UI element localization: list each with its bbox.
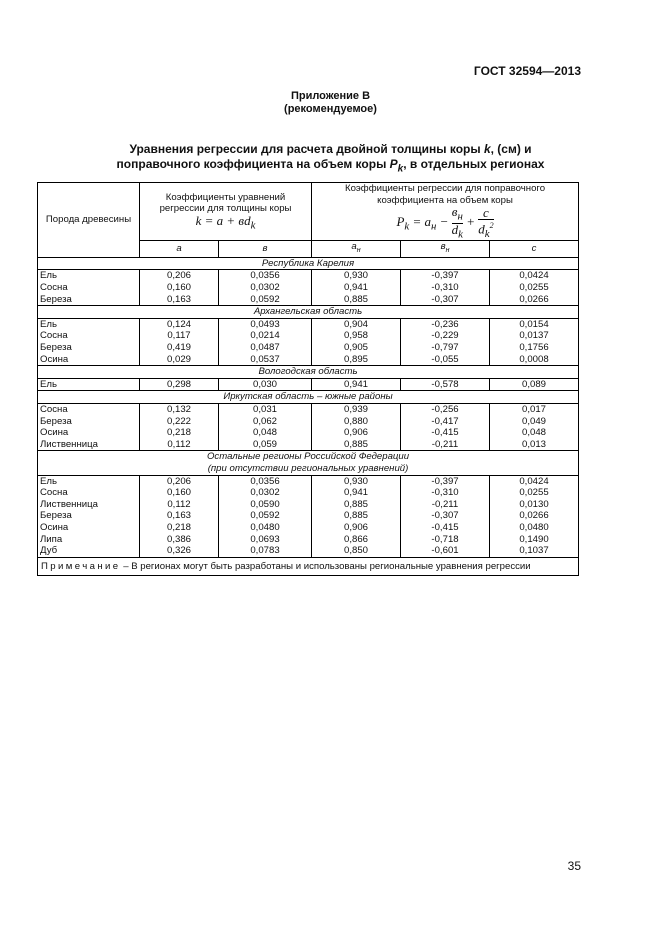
value-cell: 0,419 (140, 342, 219, 354)
value-cell: 0,059 (219, 439, 312, 451)
value-cell: 0,904 (312, 318, 401, 330)
species-cell: Лиственница (38, 439, 140, 451)
value-cell: 0,930 (312, 270, 401, 282)
header-species: Порода древесины (38, 183, 140, 258)
value-cell: -0,797 (401, 342, 490, 354)
value-cell: 0,0592 (219, 510, 312, 522)
value-cell: 0,029 (140, 354, 219, 366)
region-header (38, 257, 579, 270)
value-cell: 0,124 (140, 318, 219, 330)
value-cell: 0,386 (140, 534, 219, 546)
value-cell: 0,939 (312, 404, 401, 416)
value-cell: 0,0537 (219, 354, 312, 366)
title-line-1: Уравнения регрессии для расчета двойной толщины коры k, (см) и (129, 142, 532, 156)
header-volume-group: Коэффициенты регрессии для поправочного коэффициента на объем коры $P_k = a_н$ − $\frac{в_н}{d_k}$ + $\frac{c}{d_k^2}$ (312, 183, 579, 241)
species-cell: Сосна (38, 487, 140, 499)
table-row (38, 270, 579, 282)
formula-thickness: $k = a + вd_k$ (195, 212, 256, 232)
value-cell: 0,0356 (219, 475, 312, 487)
value-cell: 0,895 (312, 354, 401, 366)
value-cell: 0,0424 (490, 270, 579, 282)
header-thickness-group: Коэффициенты уравнений регрессии для толщины коры $k = a + вd_k$ (140, 183, 312, 241)
value-cell: 0,1490 (490, 534, 579, 546)
value-cell: 0,062 (219, 416, 312, 428)
region-name: Остальные регионы Российской Федерации (206, 451, 410, 463)
table-row (38, 427, 579, 439)
value-cell: -0,307 (401, 294, 490, 306)
value-cell: 0,206 (140, 475, 219, 487)
value-cell: 0,0302 (219, 282, 312, 294)
region-header (38, 306, 579, 319)
table-row (38, 378, 579, 391)
value-cell: 0,163 (140, 294, 219, 306)
value-cell: 0,0487 (219, 342, 312, 354)
value-cell: 0,326 (140, 545, 219, 557)
value-cell: 0,206 (140, 270, 219, 282)
value-cell: 0,0693 (219, 534, 312, 546)
table-row (38, 475, 579, 487)
value-cell: 0,906 (312, 427, 401, 439)
value-cell: 0,941 (312, 378, 401, 391)
species-cell: Береза (38, 416, 140, 428)
species-cell: Сосна (38, 330, 140, 342)
value-cell: 0,0480 (219, 522, 312, 534)
value-cell: 0,1756 (490, 342, 579, 354)
species-cell: Осина (38, 522, 140, 534)
species-cell: Береза (38, 294, 140, 306)
value-cell: -0,415 (401, 427, 490, 439)
value-cell: 0,941 (312, 487, 401, 499)
value-cell: 0,905 (312, 342, 401, 354)
value-cell: 0,298 (140, 378, 219, 391)
value-cell: 0,031 (219, 404, 312, 416)
subheader-col-2: в (219, 241, 312, 258)
region-header (38, 366, 579, 379)
value-cell: 0,0008 (490, 354, 579, 366)
value-cell: 0,132 (140, 404, 219, 416)
value-cell: 0,218 (140, 427, 219, 439)
value-cell: 0,0154 (490, 318, 579, 330)
annex-status: (рекомендуемое) (284, 103, 377, 115)
species-cell: Сосна (38, 282, 140, 294)
page-number: 35 (567, 859, 581, 873)
value-cell: -0,417 (401, 416, 490, 428)
title-line-2: поправочного коэффициента на объем коры $P_k$, в отдельных регионах (116, 157, 545, 175)
table-row (38, 499, 579, 511)
species-cell: Лиственница (38, 499, 140, 511)
value-cell: 0,160 (140, 487, 219, 499)
value-cell: 0,0266 (490, 294, 579, 306)
value-cell: -0,211 (401, 439, 490, 451)
value-cell: 0,013 (490, 439, 579, 451)
table-row (38, 416, 579, 428)
table-row (38, 487, 579, 499)
species-cell: Осина (38, 354, 140, 366)
value-cell: 0,030 (219, 378, 312, 391)
region-name: Республика Карелия (261, 257, 355, 269)
value-cell: 0,0592 (219, 294, 312, 306)
table-row (38, 294, 579, 306)
species-cell: Береза (38, 342, 140, 354)
value-cell: 0,885 (312, 439, 401, 451)
annex-label: Приложение В (290, 90, 371, 102)
table-row (38, 404, 579, 416)
regression-table (37, 182, 579, 576)
table-title (0, 142, 661, 176)
table-note-row (38, 557, 579, 576)
value-cell: 0,850 (312, 545, 401, 557)
value-cell: 0,0302 (219, 487, 312, 499)
annex-heading (0, 90, 661, 116)
value-cell: -0,229 (401, 330, 490, 342)
value-cell: 0,160 (140, 282, 219, 294)
value-cell: 0,930 (312, 475, 401, 487)
formula-volume: $P_k = a_н$ − $\frac{в_н}{d_k}$ + $\frac{c}{d_k^2}$ (396, 204, 494, 241)
table-row (38, 342, 579, 354)
subheader-col-5: с (490, 241, 579, 258)
table-row (38, 510, 579, 522)
species-cell: Дуб (38, 545, 140, 557)
value-cell: -0,601 (401, 545, 490, 557)
species-cell: Ель (38, 378, 140, 391)
species-cell: Ель (38, 475, 140, 487)
subheader-col-3: $а_н$ (312, 241, 401, 258)
value-cell: -0,055 (401, 354, 490, 366)
value-cell: 0,112 (140, 499, 219, 511)
species-cell: Ель (38, 270, 140, 282)
table-row (38, 522, 579, 534)
value-cell: -0,211 (401, 499, 490, 511)
value-cell: 0,017 (490, 404, 579, 416)
value-cell: 0,222 (140, 416, 219, 428)
value-cell: 0,0783 (219, 545, 312, 557)
value-cell: 0,941 (312, 282, 401, 294)
region-name: Иркутская область – южные районы (223, 391, 393, 403)
value-cell: 0,048 (219, 427, 312, 439)
table-row (38, 282, 579, 294)
value-cell: -0,718 (401, 534, 490, 546)
value-cell: 0,112 (140, 439, 219, 451)
region-name-note: (при отсутствии региональных уравнений) (207, 462, 409, 474)
species-cell: Береза (38, 510, 140, 522)
value-cell: 0,089 (490, 378, 579, 391)
value-cell: 0,0590 (219, 499, 312, 511)
value-cell: 0,0493 (219, 318, 312, 330)
value-cell: 0,958 (312, 330, 401, 342)
species-cell: Осина (38, 427, 140, 439)
value-cell: 0,0255 (490, 282, 579, 294)
value-cell: 0,0130 (490, 499, 579, 511)
region-name: Архангельская область (253, 306, 363, 318)
note-label: Примечание (41, 560, 121, 572)
value-cell: 0,0480 (490, 522, 579, 534)
value-cell: 0,117 (140, 330, 219, 342)
region-header (38, 451, 579, 475)
value-cell: -0,310 (401, 282, 490, 294)
subheader-col-4: $в_н$ (401, 241, 490, 258)
table-row (38, 330, 579, 342)
value-cell: -0,307 (401, 510, 490, 522)
value-cell: 0,163 (140, 510, 219, 522)
value-cell: 0,048 (490, 427, 579, 439)
region-header (38, 391, 579, 404)
value-cell: 0,880 (312, 416, 401, 428)
value-cell: 0,0424 (490, 475, 579, 487)
table-row (38, 534, 579, 546)
value-cell: 0,0137 (490, 330, 579, 342)
note-text: – В регионах могут быть разработаны и использованы региональные уравнения регрессии (120, 560, 531, 572)
value-cell: 0,1037 (490, 545, 579, 557)
value-cell: 0,906 (312, 522, 401, 534)
value-cell: -0,578 (401, 378, 490, 391)
value-cell: -0,397 (401, 270, 490, 282)
value-cell: 0,885 (312, 499, 401, 511)
value-cell: 0,049 (490, 416, 579, 428)
value-cell: 0,866 (312, 534, 401, 546)
value-cell: -0,415 (401, 522, 490, 534)
subheader-col-1: а (140, 241, 219, 258)
species-cell: Сосна (38, 404, 140, 416)
value-cell: -0,397 (401, 475, 490, 487)
value-cell: 0,0356 (219, 270, 312, 282)
value-cell: 0,0266 (490, 510, 579, 522)
value-cell: 0,0214 (219, 330, 312, 342)
value-cell: 0,218 (140, 522, 219, 534)
table-row (38, 439, 579, 451)
value-cell: 0,885 (312, 510, 401, 522)
standard-number: ГОСТ 32594—2013 (473, 64, 581, 78)
region-name: Вологодская область (258, 366, 358, 378)
value-cell: -0,236 (401, 318, 490, 330)
value-cell: 0,0255 (490, 487, 579, 499)
species-cell: Липа (38, 534, 140, 546)
table-row (38, 545, 579, 557)
value-cell: -0,310 (401, 487, 490, 499)
value-cell: 0,885 (312, 294, 401, 306)
table-row (38, 354, 579, 366)
species-cell: Ель (38, 318, 140, 330)
value-cell: -0,256 (401, 404, 490, 416)
table-row (38, 318, 579, 330)
